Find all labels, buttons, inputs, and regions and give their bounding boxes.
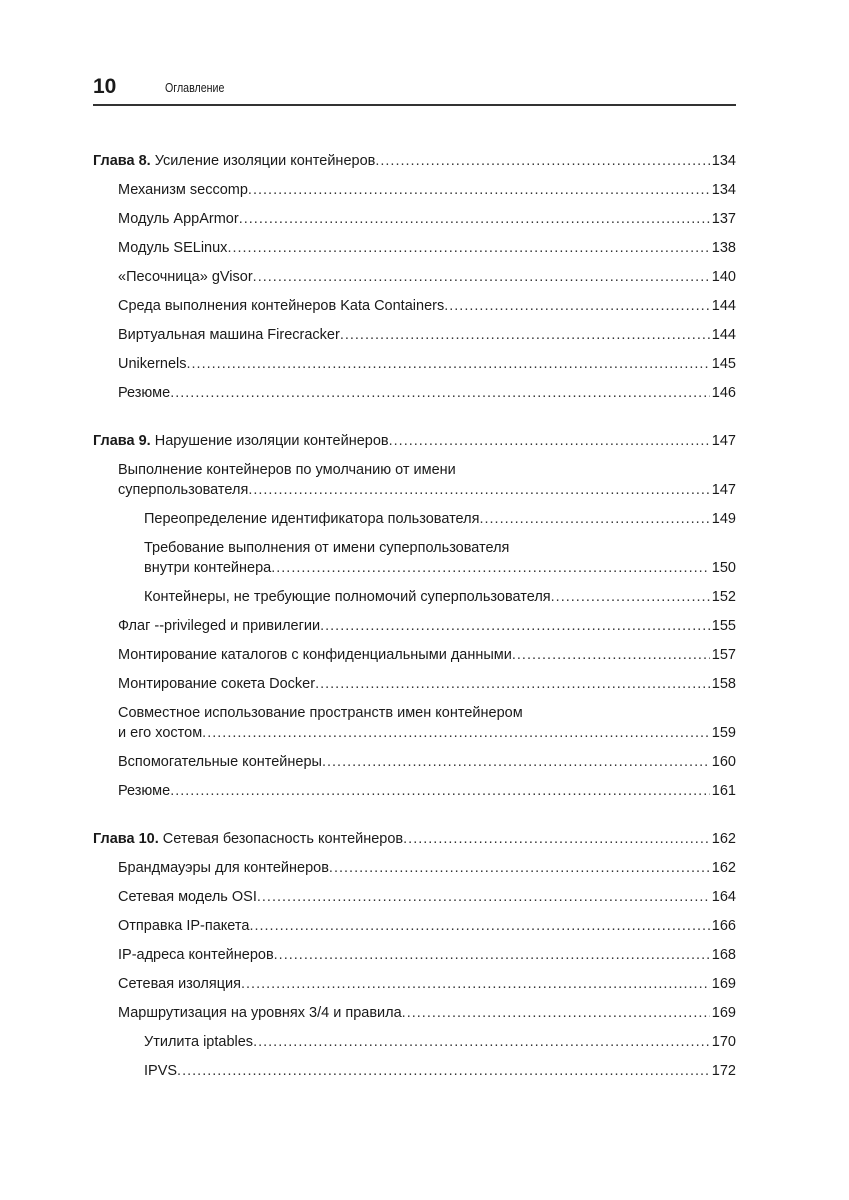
entry-title: Модуль SELinux	[118, 239, 228, 256]
toc-entry[interactable]	[93, 776, 736, 805]
dot-leader	[512, 645, 710, 665]
page-ref: 164	[711, 888, 736, 905]
page-ref: 146	[711, 384, 736, 401]
dot-leader	[202, 723, 710, 743]
page-ref: 159	[711, 724, 736, 741]
entry-title: Монтирование сокета Docker	[118, 675, 316, 692]
page-ref: 166	[711, 917, 736, 934]
dot-leader	[249, 916, 709, 936]
entry-title-line: Совместное использование пространств имен контейнером	[118, 704, 523, 721]
toc-line	[118, 945, 736, 965]
entry-title: Виртуальная машина Firecracker	[118, 326, 340, 343]
toc-entry[interactable]	[93, 969, 736, 998]
entry-title: Маршрутизация на уровнях 3/4 и правила	[118, 1004, 402, 1021]
page-ref: 150	[711, 559, 736, 576]
entry-title: внутри контейнера	[144, 559, 272, 576]
toc-entry[interactable]	[93, 640, 736, 669]
toc-entry[interactable]	[93, 747, 736, 776]
chapter-title-wrap	[93, 829, 403, 849]
entry-title: Сетевая изоляция	[118, 975, 241, 992]
page-ref: 172	[711, 1062, 736, 1079]
toc-line	[144, 509, 736, 529]
chapter-title: Нарушение изоляции контейнеров	[154, 432, 389, 449]
dot-leader	[551, 587, 710, 607]
chapter-label: Глава 10.	[93, 830, 159, 847]
toc-entry[interactable]	[93, 233, 736, 262]
toc-line	[118, 1003, 736, 1023]
entry-title: суперпользователя	[118, 481, 249, 498]
toc-line	[118, 354, 736, 374]
toc-line	[118, 267, 736, 287]
toc-entry[interactable]	[93, 204, 736, 233]
dot-leader	[274, 945, 710, 965]
toc-line	[118, 781, 736, 801]
toc-line	[144, 558, 736, 578]
dot-leader	[444, 296, 710, 316]
dot-leader	[479, 509, 709, 529]
running-title: Оглавление	[165, 80, 225, 95]
entry-title: Переопределение идентификатора пользователя	[144, 510, 480, 527]
toc-line	[144, 1061, 736, 1081]
toc-line	[118, 974, 736, 994]
entry-title: Утилита iptables	[144, 1033, 254, 1050]
chapter-title-wrap	[93, 431, 389, 451]
page-ref: 157	[711, 646, 736, 663]
dot-leader	[253, 267, 710, 287]
dot-leader	[248, 480, 709, 500]
toc-line	[118, 916, 736, 936]
toc-line	[118, 180, 736, 200]
entry-title: Unikernels	[118, 355, 187, 372]
entry-title-line: Выполнение контейнеров по умолчанию от имени	[118, 461, 456, 478]
entry-title: IP-адреса контейнеров	[118, 946, 274, 963]
toc-entry[interactable]	[93, 698, 736, 747]
chapter-title-wrap	[93, 151, 375, 171]
page-ref: 161	[711, 782, 736, 799]
toc-entry[interactable]	[93, 611, 736, 640]
toc-chapter	[93, 146, 736, 407]
page-header	[93, 74, 736, 106]
dot-leader	[329, 858, 710, 878]
toc-line	[118, 887, 736, 907]
toc-entry[interactable]	[93, 291, 736, 320]
entry-title: IPVS	[144, 1062, 178, 1079]
entry-title: Вспомогательные контейнеры	[118, 753, 322, 770]
toc-entry[interactable]	[93, 853, 736, 882]
toc-chapter-heading[interactable]	[93, 824, 736, 853]
toc-entry[interactable]	[93, 998, 736, 1027]
dot-leader	[187, 354, 710, 374]
entry-title: Среда выполнения контейнеров Kata Containers	[118, 297, 445, 314]
toc-line	[93, 829, 736, 849]
page-ref: 134	[711, 181, 736, 198]
chapter-label: Глава 9.	[93, 432, 151, 449]
dot-leader	[340, 325, 710, 345]
dot-leader	[170, 383, 710, 403]
page-ref: 169	[711, 975, 736, 992]
page-ref: 147	[711, 432, 736, 449]
page-ref: 138	[711, 239, 736, 256]
table-of-contents	[93, 146, 736, 1104]
dot-leader	[320, 616, 710, 636]
dot-leader	[403, 829, 710, 849]
toc-line	[144, 587, 736, 607]
dot-leader	[271, 558, 710, 578]
page-ref: 147	[711, 481, 736, 498]
page-ref: 162	[711, 859, 736, 876]
page-ref: 137	[711, 210, 736, 227]
toc-chapter	[93, 824, 736, 1085]
entry-title: Резюме	[118, 782, 171, 799]
dot-leader	[315, 674, 710, 694]
page-ref: 149	[711, 510, 736, 527]
toc-entry[interactable]	[93, 320, 736, 349]
page-ref: 162	[711, 830, 736, 847]
toc-line	[118, 723, 736, 743]
toc-entry[interactable]	[93, 1027, 736, 1056]
toc-line	[118, 325, 736, 345]
dot-leader	[375, 151, 709, 171]
entry-title: и его хостом	[118, 724, 203, 741]
dot-leader	[241, 974, 710, 994]
toc-line	[93, 151, 736, 171]
chapter-title: Сетевая безопасность контейнеров	[162, 830, 404, 847]
page-ref: 160	[711, 753, 736, 770]
toc-entry[interactable]	[93, 1056, 736, 1085]
toc-entry[interactable]	[93, 911, 736, 940]
dot-leader	[248, 180, 710, 200]
page-ref: 144	[711, 297, 736, 314]
toc-entry[interactable]	[93, 533, 736, 582]
entry-title: Механизм seccomp	[118, 181, 248, 198]
toc-line	[118, 674, 736, 694]
dot-leader	[239, 209, 710, 229]
toc-chapter-heading[interactable]	[93, 426, 736, 455]
entry-title: Сетевая модель OSI	[118, 888, 257, 905]
toc-line	[118, 296, 736, 316]
toc-line	[118, 858, 736, 878]
entry-title: Модуль AppArmor	[118, 210, 239, 227]
toc-line	[118, 480, 736, 500]
page-ref: 158	[711, 675, 736, 692]
page-ref: 168	[711, 946, 736, 963]
toc-entry[interactable]	[93, 175, 736, 204]
page-ref: 145	[711, 355, 736, 372]
entry-title: Монтирование каталогов с конфиденциальными данными	[118, 646, 512, 663]
page-ref: 134	[711, 152, 736, 169]
chapter-title: Усиление изоляции контейнеров	[154, 152, 376, 169]
entry-title: Брандмауэры для контейнеров	[118, 859, 329, 876]
page-ref: 152	[711, 588, 736, 605]
dot-leader	[322, 752, 710, 772]
toc-entry[interactable]	[93, 455, 736, 504]
page-ref: 144	[711, 326, 736, 343]
toc-entry[interactable]	[93, 262, 736, 291]
dot-leader	[227, 238, 709, 258]
toc-entry[interactable]	[93, 378, 736, 407]
toc-entry[interactable]	[93, 882, 736, 911]
entry-title-line: Требование выполнения от имени суперпользователя	[144, 539, 510, 556]
toc-line	[118, 752, 736, 772]
dot-leader	[389, 431, 710, 451]
entry-title: Флаг --privileged и привилегии	[118, 617, 321, 634]
entry-title: «Песочница» gVisor	[118, 268, 253, 285]
toc-entry[interactable]	[93, 504, 736, 533]
toc-entry[interactable]	[93, 669, 736, 698]
toc-chapter-heading[interactable]	[93, 146, 736, 175]
page-ref: 170	[711, 1033, 736, 1050]
entry-title: Контейнеры, не требующие полномочий суперпользователя	[144, 588, 551, 605]
toc-entry[interactable]	[93, 940, 736, 969]
page-ref: 169	[711, 1004, 736, 1021]
page-ref: 140	[711, 268, 736, 285]
dot-leader	[177, 1061, 710, 1081]
toc-line	[118, 238, 736, 258]
toc-line	[118, 645, 736, 665]
toc-entry[interactable]	[93, 582, 736, 611]
dot-leader	[253, 1032, 710, 1052]
toc-line	[118, 616, 736, 636]
entry-title: Резюме	[118, 384, 171, 401]
toc-chapter	[93, 426, 736, 805]
page-number: 10	[93, 75, 117, 98]
toc-entry[interactable]	[93, 349, 736, 378]
entry-title: Отправка IP-пакета	[118, 917, 250, 934]
page-ref: 155	[711, 617, 736, 634]
chapter-label: Глава 8.	[93, 152, 151, 169]
dot-leader	[257, 887, 710, 907]
toc-line	[144, 1032, 736, 1052]
dot-leader	[170, 781, 710, 801]
toc-line	[118, 209, 736, 229]
toc-line	[118, 383, 736, 403]
toc-line	[93, 431, 736, 451]
dot-leader	[402, 1003, 710, 1023]
